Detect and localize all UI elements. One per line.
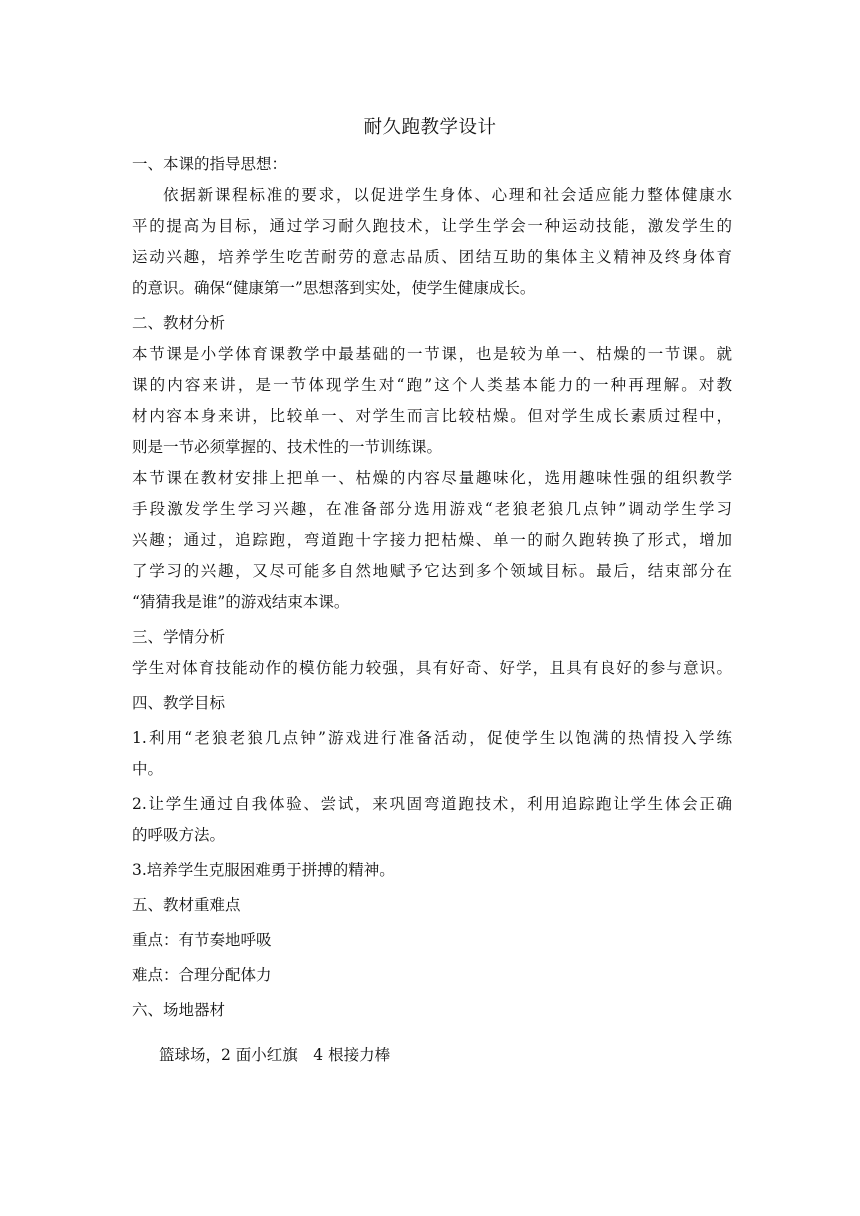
document-body xyxy=(132,149,732,1071)
paragraph-line: 学生对体育技能动作的模仿能力较强，具有好奇、好学，且具有良好的参与意识。 xyxy=(132,659,732,677)
paragraph-line: 本节课在教材安排上把单一、枯燥的内容尽量趣味化，选用趣味性强的组织教学 xyxy=(132,469,732,487)
paragraph-line: 的意识。确保“健康第一”思想落到实处，使学生健康成长。 xyxy=(132,279,536,297)
goal-item-2-continued: 的呼吸方法。 xyxy=(132,826,226,844)
difficulty-point: 难点：合理分配体力 xyxy=(132,966,272,984)
section-heading-key-points: 五、教材重难点 xyxy=(132,896,241,914)
paragraph-line: 本节课是小学体育课教学中最基础的一节课，也是较为单一、枯燥的一节课。就 xyxy=(132,345,732,363)
goal-item-3: 3.培养学生克服困难勇于拼搏的精神。 xyxy=(132,861,395,879)
paragraph-line: 材内容本身来讲，比较单一、对学生而言比较枯燥。但对学生成长素质过程中， xyxy=(132,407,732,425)
paragraph-line: “猜猜我是谁”的游戏结束本课。 xyxy=(132,593,350,611)
section-heading-venue-equipment: 六、场地器材 xyxy=(132,1001,226,1019)
key-point: 重点：有节奏地呼吸 xyxy=(132,931,272,949)
paragraph-line: 手段激发学生学习兴趣，在准备部分选用游戏“老狼老狼几点钟”调动学生学习 xyxy=(132,500,732,518)
goal-item-1: 1.利用“老狼老狼几点钟”游戏进行准备活动，促使学生以饱满的热情投入学练 xyxy=(132,729,732,747)
section-heading-guiding-ideology: 一、本课的指导思想： xyxy=(132,155,288,173)
paragraph-line: 运动兴趣，培养学生吃苦耐劳的意志品质、团结互助的集体主义精神及终身体育 xyxy=(132,248,732,266)
equipment-list: 篮球场，2 面小红旗 4 根接力棒 xyxy=(159,1046,391,1064)
paragraph-line: 课的内容来讲，是一节体现学生对“跑”这个人类基本能力的一种再理解。对教 xyxy=(132,376,732,394)
paragraph-line: 兴趣；通过，追踪跑，弯道跑十字接力把枯燥、单一的耐久跑转换了形式，增加 xyxy=(132,531,732,549)
paragraph-line: 依据新课程标准的要求，以促进学生身体、心理和社会适应能力整体健康水 xyxy=(163,186,732,204)
document-title: 耐久跑教学设计 xyxy=(363,117,497,138)
section-heading-material-analysis: 二、教材分析 xyxy=(132,314,226,332)
paragraph-line: 则是一节必须掌握的、技术性的一节训练课。 xyxy=(132,438,443,456)
paragraph-line: 了学习的兴趣，又尽可能多自然地赋予它达到多个领域目标。最后，结束部分在 xyxy=(132,562,732,580)
goal-item-1-continued: 中。 xyxy=(132,760,164,778)
paragraph-line: 平的提高为目标，通过学习耐久跑技术，让学生学会一种运动技能，激发学生的 xyxy=(132,217,732,235)
section-heading-teaching-goals: 四、教学目标 xyxy=(132,694,226,712)
goal-item-2: 2.让学生通过自我体验、尝试，来巩固弯道跑技术，利用追踪跑让学生体会正确 xyxy=(132,795,732,813)
section-heading-learner-analysis: 三、学情分析 xyxy=(132,628,226,646)
